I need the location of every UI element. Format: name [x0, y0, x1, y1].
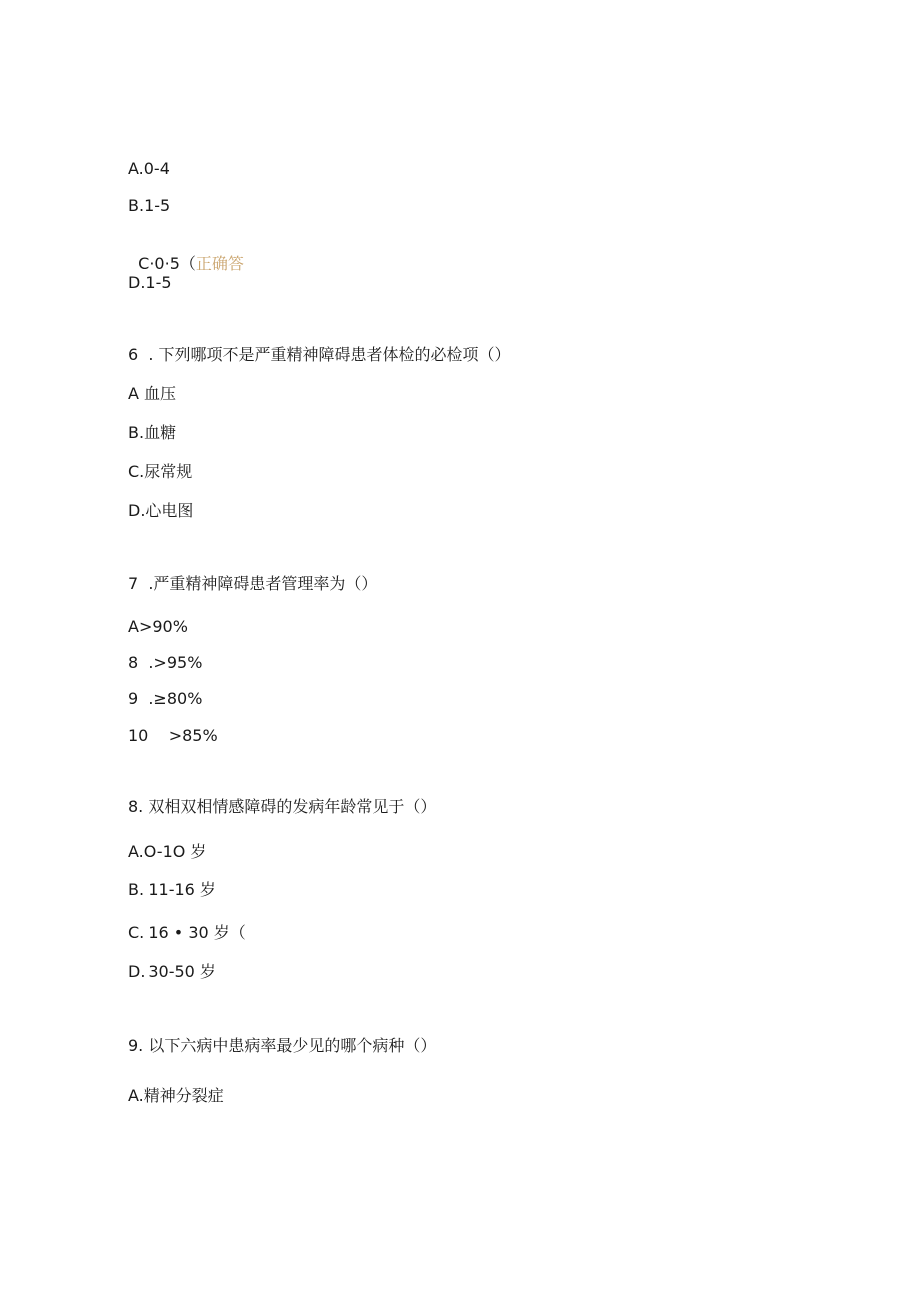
q7-option-c: 9 .≥80%: [128, 689, 203, 708]
q9-question: 9. 以下六病中患病率最少见的哪个病种（）: [128, 1036, 437, 1055]
q7-option-d: 10 >85%: [128, 726, 218, 745]
q9-option-a: A.精神分裂症: [128, 1086, 224, 1105]
q8-option-c: C. 16 • 30 岁（: [128, 923, 246, 942]
q6-option-c: C.尿常规: [128, 462, 193, 481]
q6-option-a: A 血压: [128, 384, 177, 403]
q5-option-c-text: C·0·5（: [138, 254, 196, 273]
q8-question: 8. 双相双相情感障碍的发病年龄常见于（）: [128, 797, 437, 816]
q6-option-b: B.血糖: [128, 423, 177, 442]
q5-option-c: [128, 234, 244, 274]
q8-option-b: B. 11-16 岁: [128, 880, 216, 899]
answer-annotation: 正确答: [195, 254, 244, 273]
q5-option-d: D.1-5: [128, 273, 172, 292]
q5-option-a: A.0-4: [128, 159, 170, 178]
q5-option-b: B.1-5: [128, 196, 171, 215]
q7-question: 7 .严重精神障碍患者管理率为（）: [128, 574, 378, 593]
q6-option-d: D.心电图: [128, 501, 194, 520]
q8-option-a: A.O-1O 岁: [128, 842, 207, 861]
q6-question: 6 . 下列哪项不是严重精神障碍患者体检的必检项（）: [128, 345, 511, 364]
q7-option-b: 8 .>95%: [128, 653, 203, 672]
q7-option-a: A>90%: [128, 617, 188, 636]
q8-option-d: D. 30-50 岁: [128, 962, 216, 981]
